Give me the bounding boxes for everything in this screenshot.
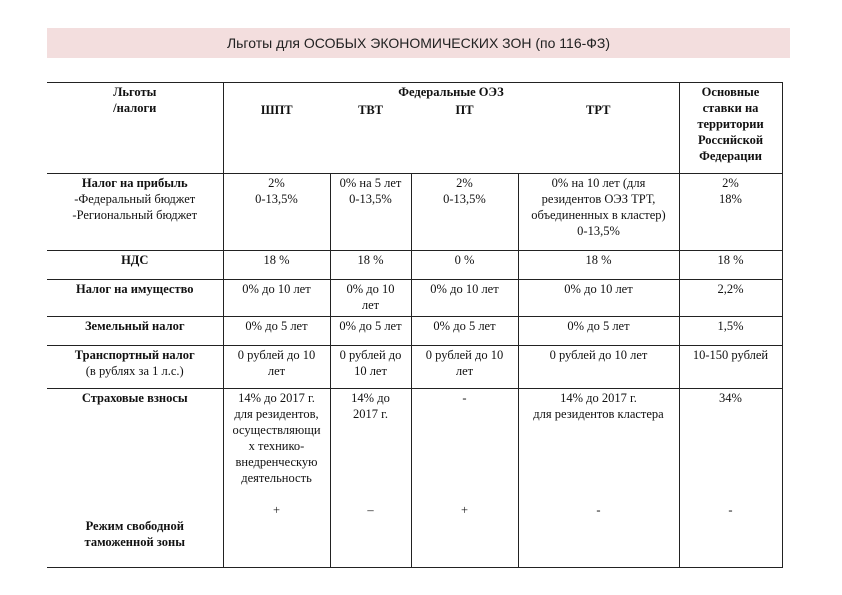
row-label — [47, 174, 223, 251]
cell-trt: 18 % — [518, 251, 679, 280]
cell-tvt: – — [330, 501, 411, 568]
cell-trt: 0 рублей до 10 лет — [518, 346, 679, 389]
table-row — [47, 174, 782, 251]
cell-ipt: 0 рублей до 10 лет — [223, 346, 330, 389]
header-zone-pt: ПТ — [455, 103, 474, 117]
cell-tvt: 0 рублей до 10 лет — [330, 346, 411, 389]
header-zone-tvt: ТВТ — [358, 103, 383, 117]
table-row — [47, 346, 782, 389]
cell-tvt: 0% до 5 лет — [330, 317, 411, 346]
cell-ipt: 0% до 5 лет — [223, 317, 330, 346]
cell-ipt: 0% до 10 лет — [223, 280, 330, 317]
table-header-row — [47, 83, 782, 102]
cell-tvt: 18 % — [330, 251, 411, 280]
cell-trt: 14% до 2017 г. для резидентов кластера — [518, 389, 679, 502]
header-basic-rates: Основные ставки на территории Российской Федерации — [679, 83, 782, 174]
row-subtitle: (в рублях за 1 л.с.) — [85, 364, 184, 378]
header-zone-trt: ТРТ — [586, 103, 611, 117]
slide-title: Льготы для ОСОБЫХ ЭКОНОМИЧЕСКИХ ЗОН (по 116-ФЗ) — [47, 28, 790, 58]
cell-ipt: 2% 0-13,5% — [223, 174, 330, 251]
row-name: Страховые взносы — [81, 391, 188, 405]
cell-pt: + — [411, 501, 518, 568]
table-row — [47, 317, 782, 346]
row-name: НДС — [121, 253, 149, 267]
row-label — [47, 346, 223, 389]
row-subtitle: -Федеральный бюджет -Региональный бюджет — [72, 192, 198, 222]
cell-basic: 1,5% — [679, 317, 782, 346]
cell-pt: - — [411, 389, 518, 502]
cell-tvt: 14% до 2017 г. — [330, 389, 411, 502]
header-zone-ipt: ШПТ — [223, 101, 330, 174]
row-label — [47, 280, 223, 317]
cell-trt: 0% до 10 лет — [518, 280, 679, 317]
cell-basic: 18 % — [679, 251, 782, 280]
row-label — [47, 317, 223, 346]
header-federal-sez: Федеральные ОЭЗ — [223, 83, 679, 102]
cell-tvt: 0% до 10 лет — [330, 280, 411, 317]
cell-basic: - — [679, 501, 782, 568]
cell-pt: 0 % — [411, 251, 518, 280]
row-label — [47, 389, 223, 502]
row-name: Земельный налог — [84, 319, 185, 333]
cell-pt: 0% до 10 лет — [411, 280, 518, 317]
benefits-table — [47, 82, 783, 568]
header-benefits-taxes: Льготы /налоги — [47, 83, 223, 174]
cell-trt: - — [518, 501, 679, 568]
cell-basic: 34% — [679, 389, 782, 502]
cell-basic: 2,2% — [679, 280, 782, 317]
row-label — [47, 251, 223, 280]
cell-ipt: + — [223, 501, 330, 568]
cell-pt: 2% 0-13,5% — [411, 174, 518, 251]
cell-ipt: 14% до 2017 г. для резидентов, осуществляющи х технико- внедренческую деятельность — [223, 389, 330, 502]
row-name: Режим свободной таможенной зоны — [84, 519, 185, 549]
row-name: Налог на имущество — [75, 282, 194, 296]
cell-tvt: 0% на 5 лет 0-13,5% — [330, 174, 411, 251]
row-label — [47, 501, 223, 568]
table-row — [47, 280, 782, 317]
cell-basic: 10-150 рублей — [679, 346, 782, 389]
cell-trt: 0% до 5 лет — [518, 317, 679, 346]
table-row — [47, 501, 782, 568]
row-name: Налог на прибыль — [81, 176, 188, 190]
cell-basic: 2% 18% — [679, 174, 782, 251]
table-row — [47, 389, 782, 502]
table-row — [47, 251, 782, 280]
cell-pt: 0 рублей до 10 лет — [411, 346, 518, 389]
cell-trt: 0% на 10 лет (для резидентов ОЭЗ ТРТ, объединенных в кластер) 0-13,5% — [518, 174, 679, 251]
cell-ipt: 18 % — [223, 251, 330, 280]
row-name: Транспортный налог — [74, 348, 195, 362]
cell-pt: 0% до 5 лет — [411, 317, 518, 346]
